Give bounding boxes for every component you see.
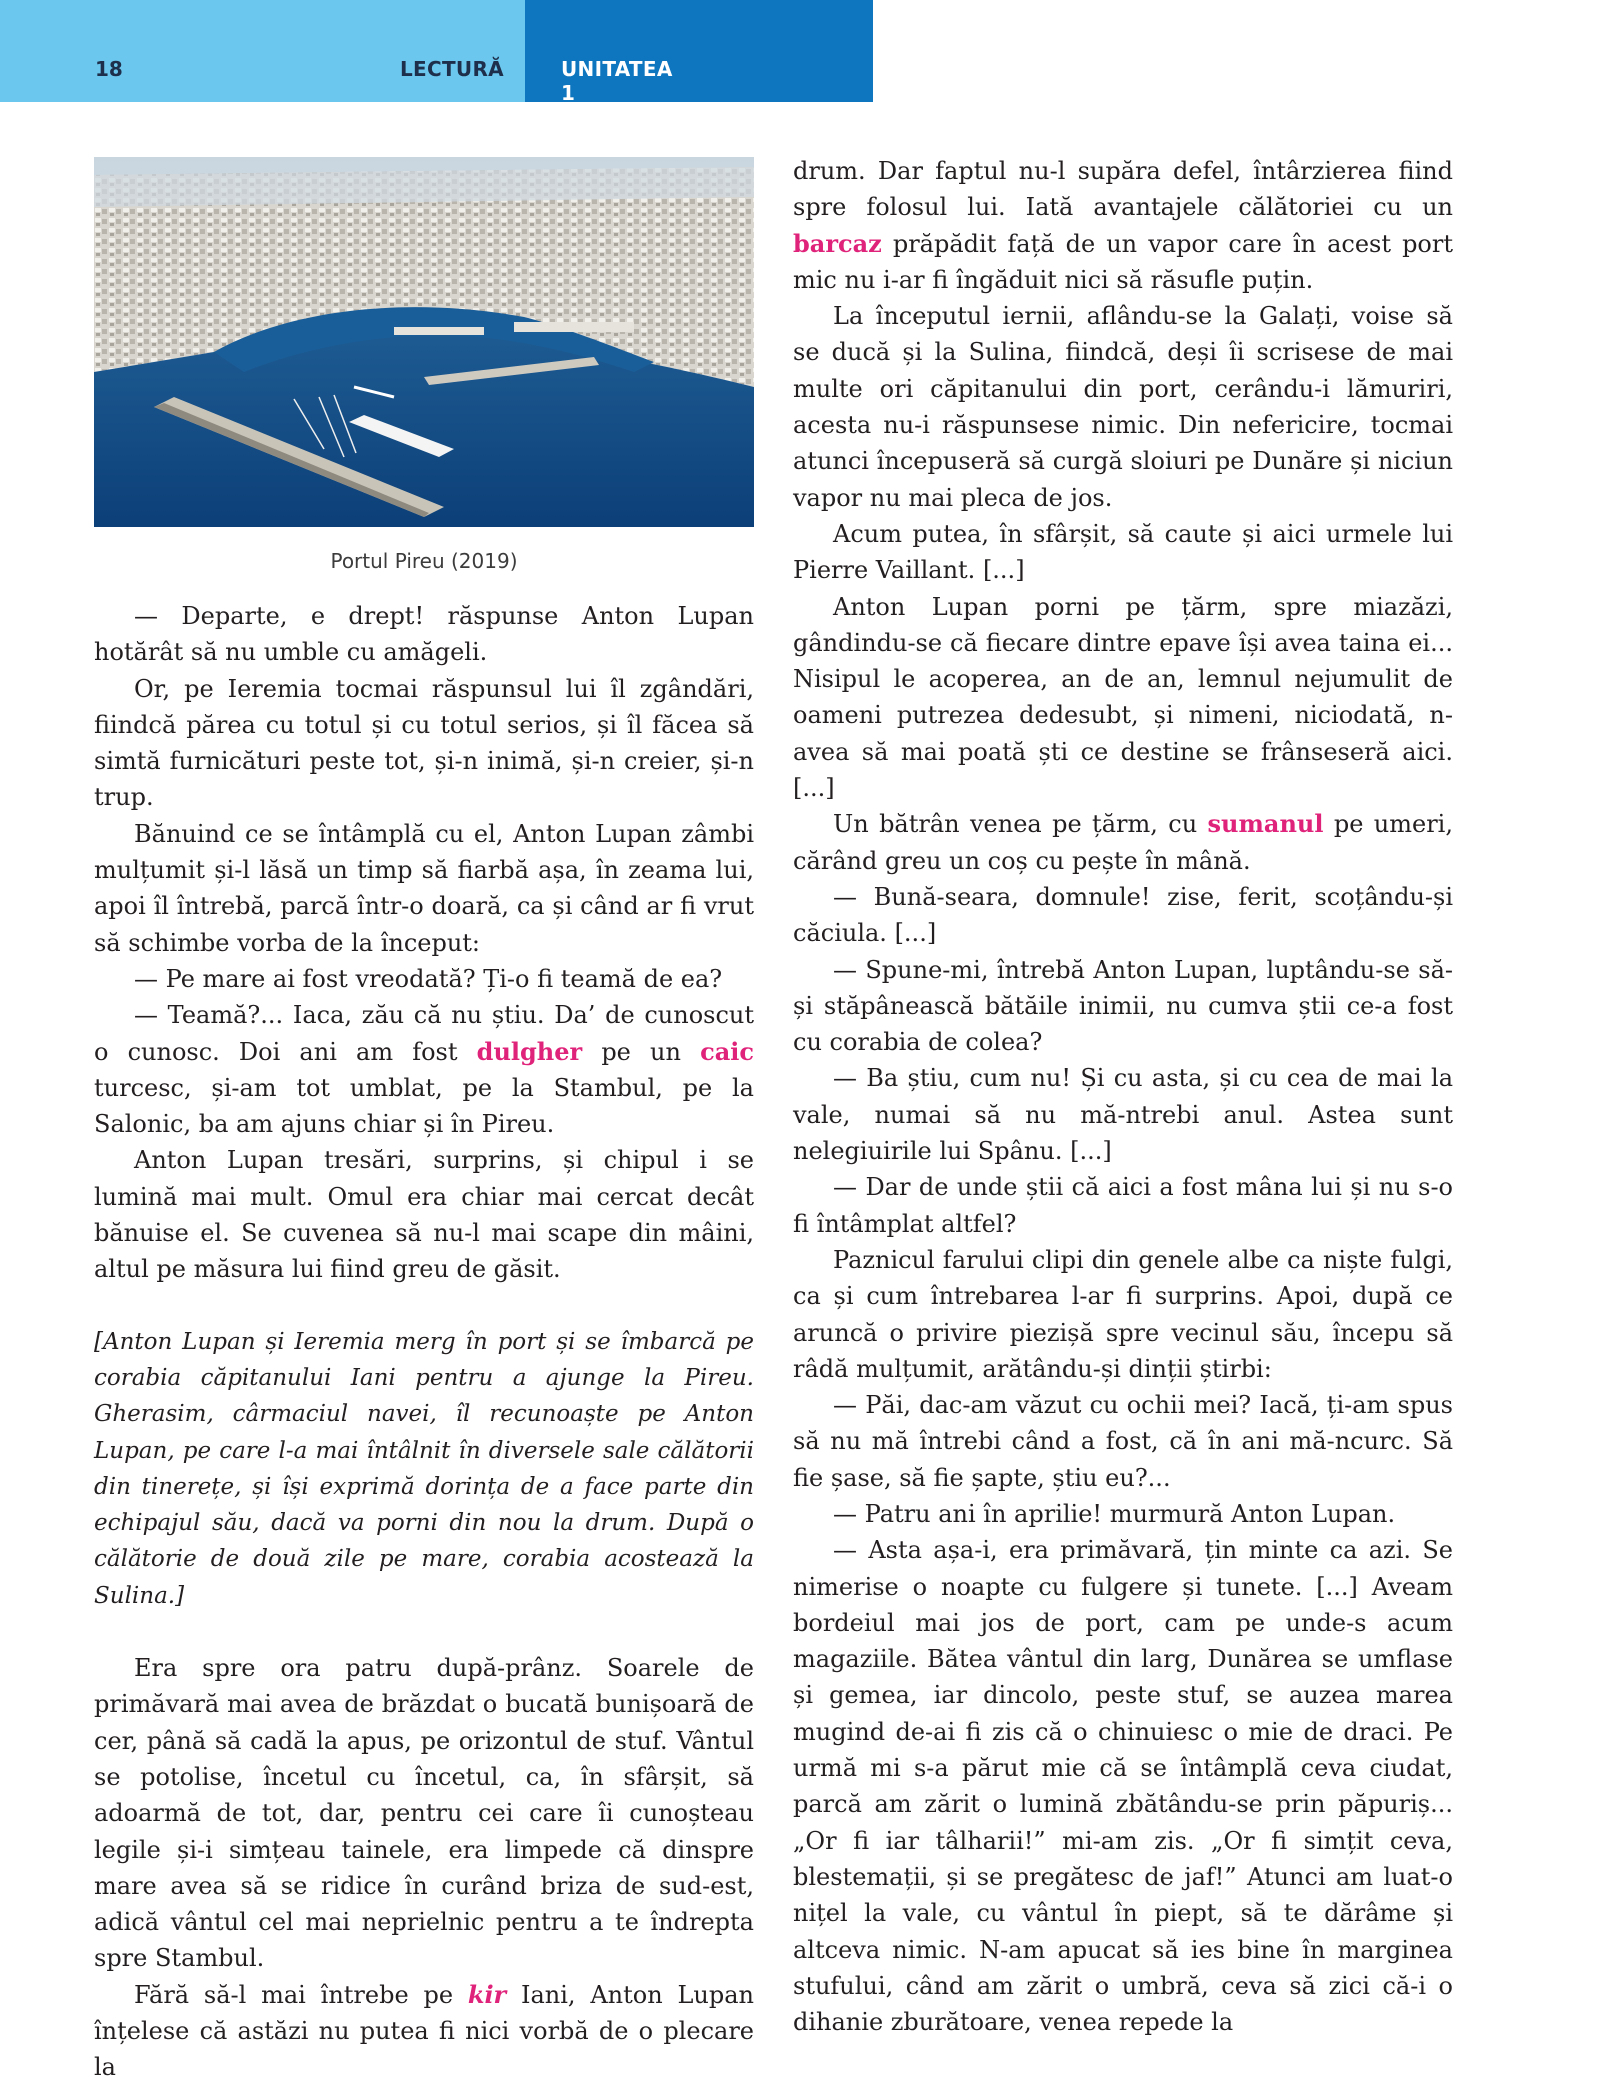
text-run: — Teamă?... Iaca, zău că nu știu. Da’ de cunoscut o cunosc. Doi ani am fost [94, 1001, 754, 1066]
paragraph: Era spre ora patru după-prânz. Soarele de primăvară mai avea de brăzdat o bucată bunișoară de cer, până să cadă la apus, pe orizontul de stuf. Vântul se potolise, încetul cu încetul, ca, în sfârșit, să adoarmă de tot, dar, pentru cei care îi cunoșteau legile și-i simțeau tainele, era limpede că dinspre mare avea să se ridice în curând briza de sud-est, adică vântul cel mai neprielnic pentru a te îndrepta spre Stambul. [94, 1654, 754, 1973]
paragraph: La începutul iernii, aflându-se la Galați, voise să se ducă și la Sulina, fiindcă, deși îi scrisese de mai multe ori căpitanului din port, cerându-i lămuriri, acesta nu-i răspunsese nimic. Din nefericire, tocmai atunci începuseră să curgă sloiuri pe Dunăre și niciun vapor nu mai pleca de jos. [793, 302, 1453, 512]
paragraph: — Asta așa-i, era primăvară, țin minte ca azi. Se nimerise o noapte cu fulgere și tunete. [...] Aveam bordeiul mai jos de port, cam pe unde-s acum magaziile. Bătea vântul din larg, Dunărea se umflase și gemea, iar dincolo, peste stuf, se auzea marea mugind de-ai fi zis că o chinuiesc o mie de draci. Pe urmă mi s-a părut mie că se întâmplă ceva ciudat, parcă am zărit o lumină zbătându-se prin păpuriș... „Or fi iar tâlharii!” mi-am zis. „Or fi simțit ceva, blestemații, și se pregătesc de jaf!” Atunci am luat-o nițel la vale, cu vântul în piept, să te dărâme și altceva nimic. N-am apucat să ies bine în marginea stufului, când am zărit o umbră, ceva să zici că-i o dihanie zburătoare, venea repede la [793, 1536, 1453, 2037]
keyword-barcaz: barcaz [793, 228, 882, 258]
paragraph: — Păi, dac-am văzut cu ochii mei? Iacă, ți-am spus să nu mă întrebi când a fost, că în ani mă-ncurc. Să fie șase, să fie șapte, știu eu?... [793, 1391, 1453, 1492]
paragraph [793, 806, 1453, 879]
paragraph [793, 153, 1453, 298]
spacer [94, 1288, 754, 1324]
paragraph [94, 997, 754, 1142]
text-run: Fără să-l mai întrebe pe [134, 1980, 468, 2009]
section-label: LECTURĂ [400, 57, 504, 81]
paragraph: Paznicul farului clipi din genele albe ca niște fulgi, ca și cum întrebarea l-ar fi surprins. Apoi, după ce aruncă o privire piezișă spre vecinul său, începu să râdă mulțumit, arătându-și dinții știrbi: [793, 1245, 1453, 1383]
keyword-caic: caic [700, 1036, 754, 1066]
text-run: Un bătrân venea pe țărm, cu [833, 810, 1208, 839]
keyword-dulgher: dulgher [476, 1036, 583, 1066]
paragraph: — Bună-seara, domnule! zise, ferit, scoțându-și căciula. [...] [793, 882, 1453, 948]
text-run: prăpădit față de un vapor care în acest port mic nu i-ar fi îngăduit nici să răsufle puțin. [793, 229, 1453, 294]
paragraph: Anton Lupan porni pe țărm, spre miazăzi, gândindu-se că fiecare dintre epave își avea taina ei... Nisipul le acoperea, an de an, lemnul nejumulit de oameni putrezea dedesubt, și nimeni, niciodată, n-avea să mai poată ști ce destine se frânseseră aici. [...] [793, 592, 1453, 803]
paragraph: Acum putea, în sfârșit, să caute și aici urmele lui Pierre Vaillant. [...] [793, 519, 1453, 585]
text-run: turcesc, și-am tot umblat, pe la Stambul, pe la Salonic, ba am ajuns chiar și în Pireu. [94, 1073, 754, 1139]
photo-caption: Portul Pireu (2019) [330, 549, 518, 573]
paragraph: — Spune-mi, întrebă Anton Lupan, luptându-se să-și stăpânească bătăile inimii, nu cumva știi ce-a fost cu corabia de colea? [793, 955, 1453, 1057]
paragraph: — Patru ani în aprilie! murmură Anton Lupan. [833, 1499, 1396, 1528]
paragraph: — Departe, e drept! răspunse Anton Lupan hotărât să nu umble cu amăgeli. [94, 602, 754, 667]
header-band-light [0, 0, 525, 102]
text-run: drum. Dar faptul nu-l supăra defel, întârzierea fiind spre folosul lui. Iată avantajele călătoriei cu un [793, 157, 1453, 222]
keyword-kir: kir [467, 1979, 507, 2009]
paragraph [94, 1977, 754, 2086]
right-column [793, 153, 1453, 2040]
paragraph: — Pe mare ai fost vreodată? Ți-o fi teamă de ea? [134, 964, 723, 993]
page-number: 18 [95, 57, 123, 81]
keyword-sumanul: sumanul [1207, 809, 1324, 839]
paragraph: Anton Lupan tresări, surprins, și chipul i se lumină mai mult. Omul era chiar mai cercat decât bănuise el. Se cuvenea să nu-l mai scape din mâini, altul pe măsura lui fiind greu de găsit. [94, 1146, 754, 1284]
summary-note: [Anton Lupan și Ieremia merg în port și se îmbarcă pe corabia căpitanului Iani pentru a ajunge la Pireu. Gherasim, cârmaciul navei, îl recunoaște pe Anton Lupan, pe care l-a mai întâlnit în diversele sale călătorii din tinerețe, și își exprimă dorința de a face parte din echipajul său, dacă va porni din nou la drum. După o călătorie de două zile pe mare, corabia acostează la Sulina.] [94, 1328, 754, 1609]
paragraph: Bănuind ce se întâmplă cu el, Anton Lupan zâmbi mulțumit și-l lăsă un timp să fiarbă așa, în zeama lui, apoi îl întrebă, parcă într-o doară, ca și când ar fi vrut să schimbe vorba de la început: [94, 819, 754, 957]
paragraph: — Ba știu, cum nu! Și cu asta, și cu cea de mai la vale, numai să nu mă-ntrebi anul. Astea sunt nelegiuirile lui Spânu. [...] [793, 1064, 1453, 1166]
text-run: pe un [582, 1037, 701, 1066]
paragraph: Or, pe Ieremia tocmai răspunsul lui îl zgândări, fiindcă părea cu totul și cu totul serios, și îl făcea să simtă furnicături peste tot, și-n inimă, și-n creier, și-n trup. [94, 674, 754, 812]
spacer [94, 1614, 754, 1650]
paragraph: — Dar de unde știi că aici a fost mâna lui și nu s-o fi întâmplat altfel? [793, 1173, 1453, 1238]
unit-label: UNITATEA 1 [561, 57, 673, 105]
harbor-photo [94, 157, 754, 527]
left-column [94, 598, 754, 2086]
text-run: pe umeri, cărând greu un coș cu pește în mână. [793, 810, 1453, 875]
text-run: Iani, Anton Lupan înțelese că astăzi nu putea fi nici vorbă de o plecare la [94, 1980, 754, 2082]
